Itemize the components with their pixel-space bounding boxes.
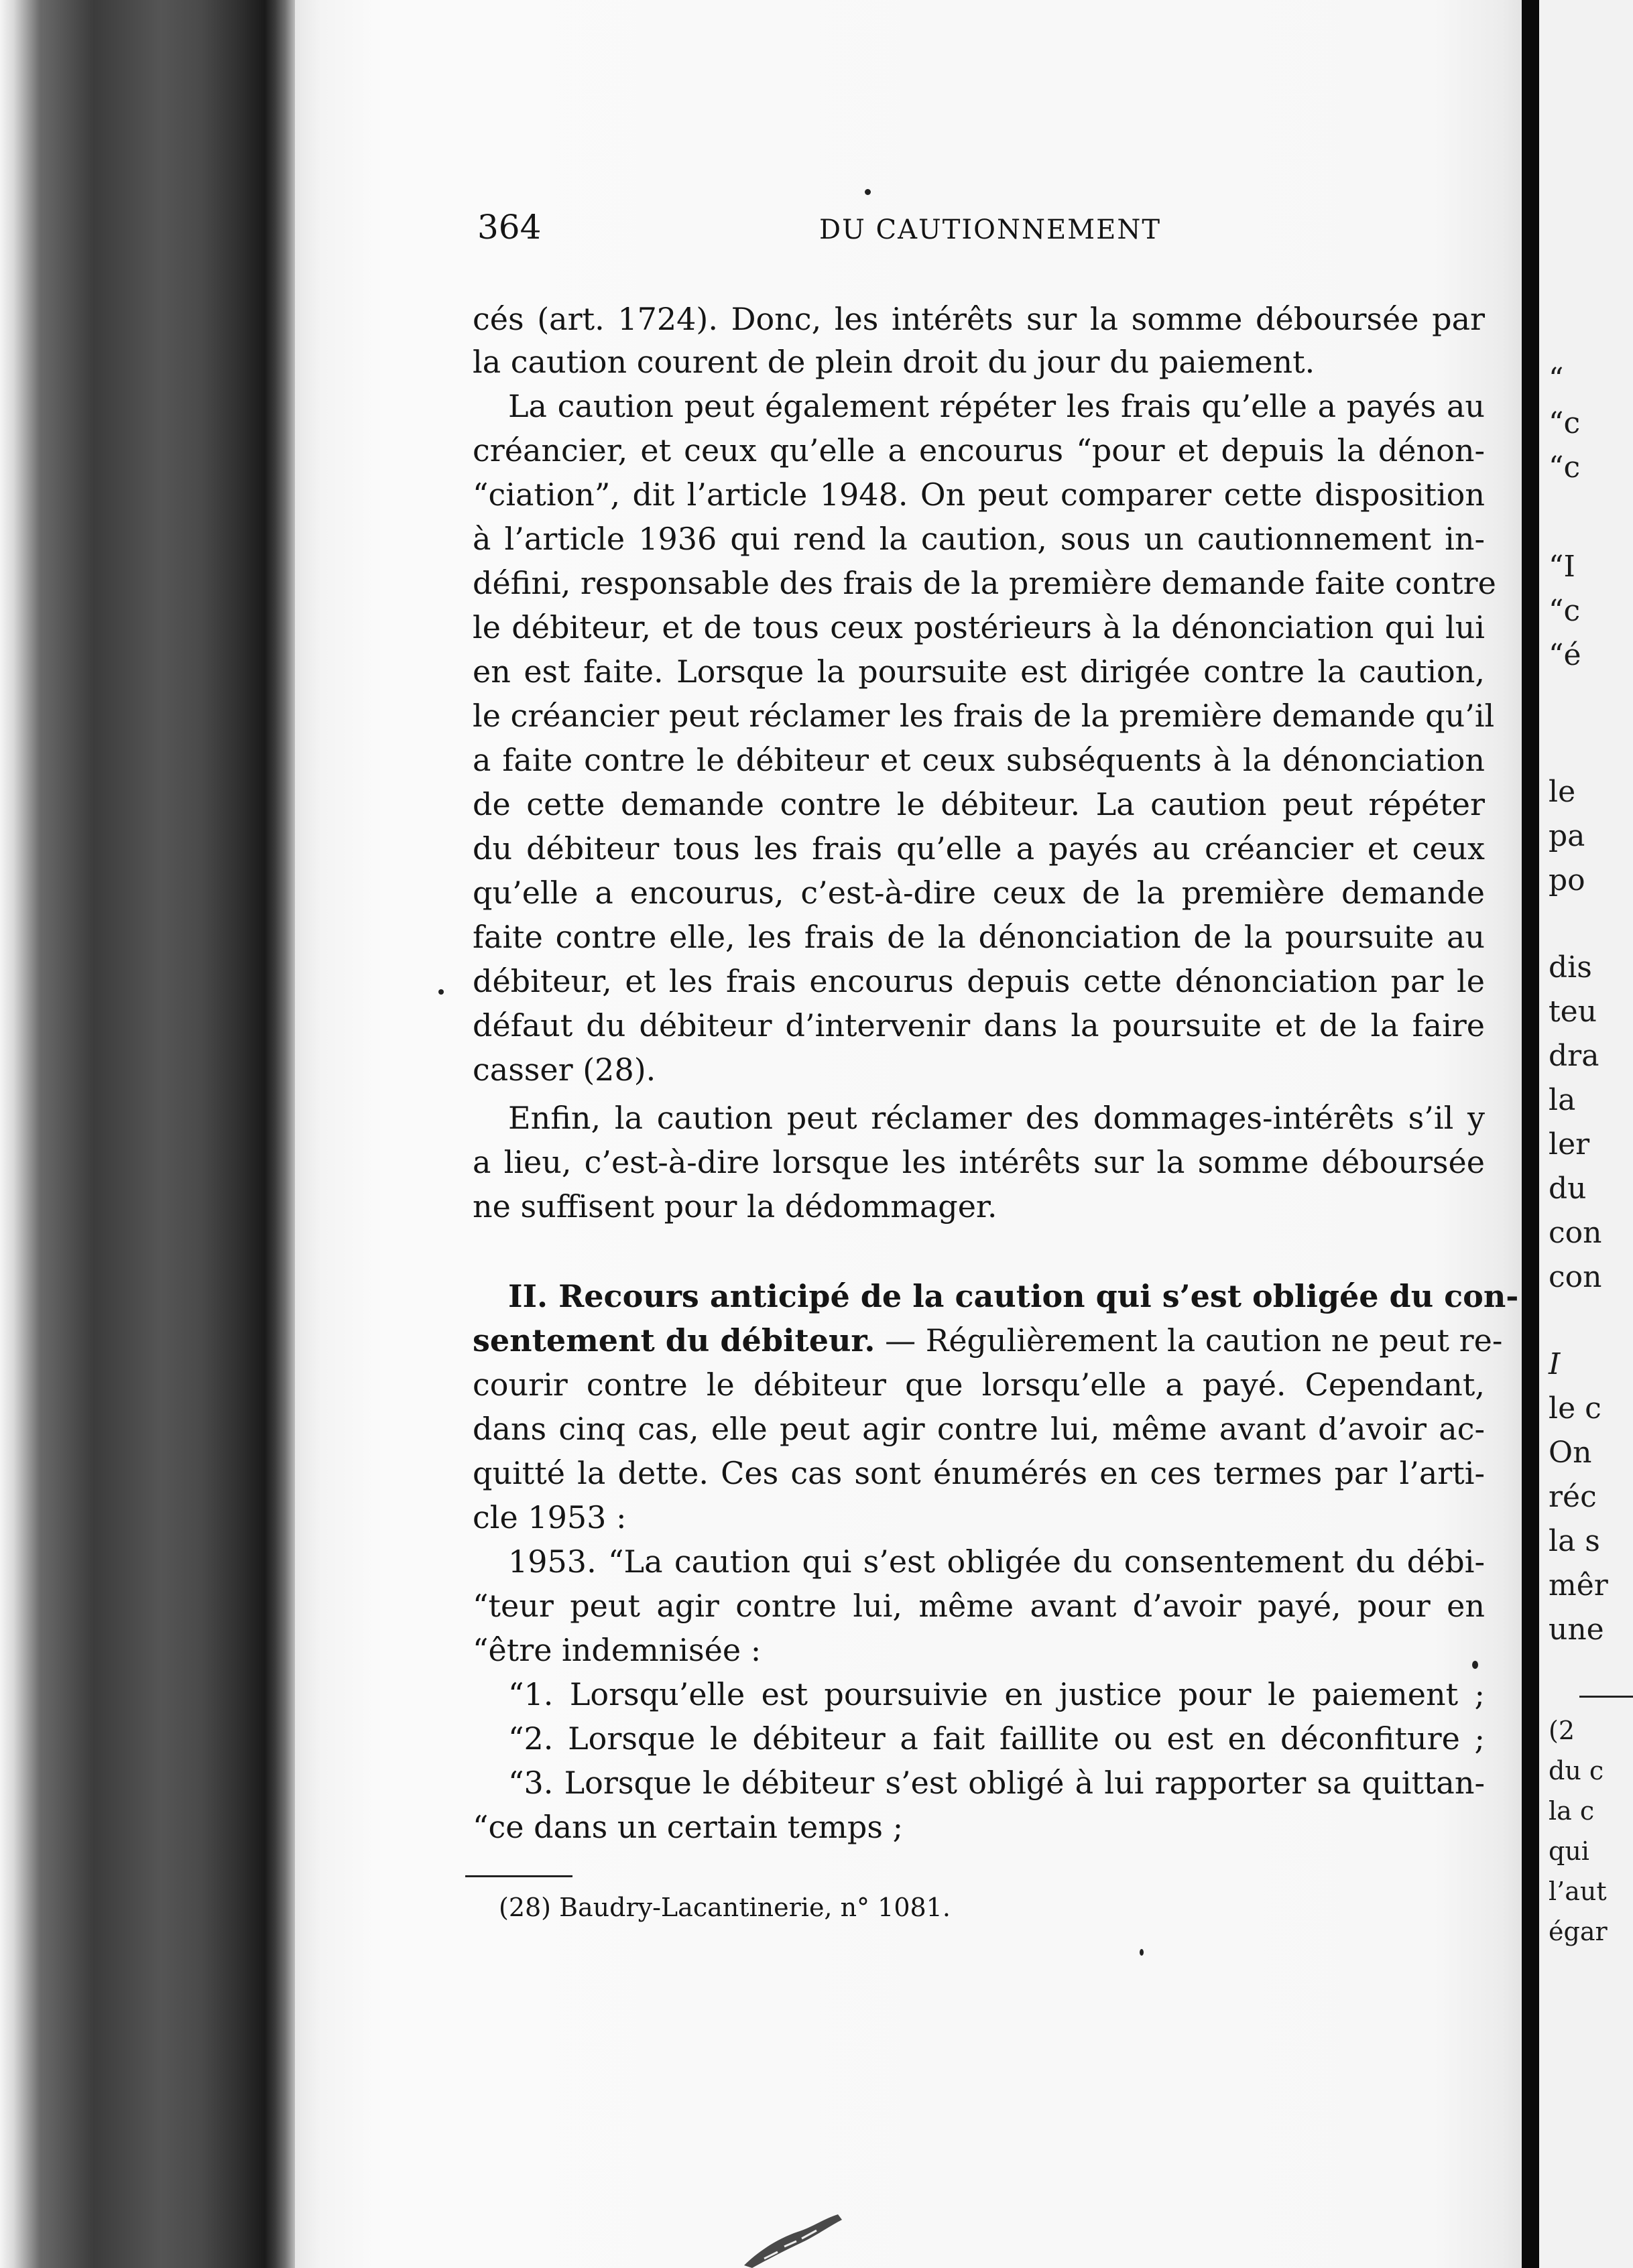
next-page-fragment: la	[1549, 1083, 1576, 1117]
text-line: cle 1953 :	[473, 1499, 627, 1535]
text-line: défaut du débiteur d’intervenir dans la poursuite et de la faire	[473, 1007, 1485, 1044]
next-page-fragment: On	[1549, 1436, 1592, 1470]
next-page-fragment: ler	[1549, 1127, 1590, 1161]
next-page-fragment: dra	[1549, 1039, 1599, 1073]
text-line: Enfin, la caution peut réclamer des dommages-intérêts s’il y	[508, 1100, 1485, 1136]
book-spine	[0, 0, 295, 2268]
next-page-fragment: la c	[1549, 1796, 1595, 1826]
next-page-fragment: “é	[1549, 638, 1581, 672]
next-page-fragment: le c	[1549, 1391, 1601, 1426]
next-page-fragment: l’aut	[1549, 1877, 1607, 1906]
article-line: 1953. “La caution qui s’est obligée du consentement du débi-	[508, 1544, 1485, 1580]
next-page-fragment: “c	[1549, 450, 1581, 485]
text-line: faite contre elle, les frais de la dénonciation de la poursuite au	[473, 919, 1485, 955]
next-page-edge	[1539, 0, 1633, 2268]
section-text: — Régulièrement la caution ne peut re-	[875, 1322, 1503, 1359]
footnote: (28) Baudry-Lacantinerie, n° 1081.	[499, 1893, 951, 1922]
page-speck	[1140, 1949, 1144, 1956]
text-line: de cette demande contre le débiteur. La caution peut répéter	[473, 786, 1485, 822]
page-gutter	[1522, 0, 1539, 2268]
next-page-fragment: du c	[1549, 1756, 1604, 1785]
text-line: du débiteur tous les frais qu’elle a payés au créancier et ceux	[473, 830, 1485, 867]
text-line: défini, responsable des frais de la première demande faite contre	[473, 565, 1496, 601]
text-line: débiteur, et les frais encourus depuis cette dénonciation par le	[473, 963, 1485, 999]
text-line: casser (28).	[473, 1052, 656, 1088]
next-page-fragment: “	[1549, 362, 1564, 396]
text-line: a lieu, c’est-à-dire lorsque les intérêts sur la somme déboursée	[473, 1144, 1485, 1180]
page-number: 364	[477, 208, 542, 247]
ink-smudge	[737, 2212, 845, 2268]
numbered-item: “ce dans un certain temps ;	[473, 1809, 904, 1845]
text-line: qu’elle a encourus, c’est-à-dire ceux de la première demande	[473, 875, 1485, 911]
text-line: cés (art. 1724). Donc, les intérêts sur la somme déboursée par	[473, 301, 1485, 337]
next-page-fragment: (2	[1549, 1716, 1575, 1745]
text-line: courir contre le débiteur que lorsqu’elle a payé. Cependant,	[473, 1367, 1485, 1403]
running-head: DU CAUTIONNEMENT	[819, 214, 1162, 245]
next-page-rule	[1579, 1696, 1633, 1698]
text-line: dans cinq cas, elle peut agir contre lui, même avant d’avoir ac-	[473, 1411, 1485, 1447]
text-line: à l’article 1936 qui rend la caution, sous un cautionnement in-	[473, 521, 1485, 557]
text-line: a faite contre le débiteur et ceux subséquents à la dénonciation	[473, 742, 1485, 778]
header-speck	[865, 189, 871, 195]
text-line: La caution peut également répéter les frais qu’elle a payés au	[508, 388, 1485, 424]
section-heading-end: sentement du débiteur.	[473, 1322, 875, 1359]
next-page-fragment: I	[1549, 1347, 1561, 1381]
text-line: la caution courent de plein droit du jour du paiement.	[473, 344, 1315, 380]
next-page-fragment: une	[1549, 1613, 1604, 1647]
next-page-fragment: qui	[1549, 1836, 1589, 1866]
next-page-fragment: con	[1549, 1260, 1602, 1294]
section-heading: II. Recours anticipé de la caution qui s’est obligée du con-	[508, 1278, 1519, 1314]
text-line: ne suffisent pour la dédommager.	[473, 1188, 997, 1224]
next-page-fragment: égar	[1549, 1917, 1608, 1946]
numbered-item: “2. Lorsque le débiteur a fait faillite ou est en déconfiture ;	[508, 1720, 1485, 1757]
next-page-fragment: “c	[1549, 406, 1581, 440]
next-page-fragment: dis	[1549, 950, 1592, 985]
next-page-fragment: pa	[1549, 819, 1585, 853]
article-line: “teur peut agir contre lui, même avant d’avoir payé, pour en	[473, 1588, 1485, 1624]
next-page-fragment: teu	[1549, 995, 1597, 1029]
next-page-fragment: la s	[1549, 1524, 1600, 1558]
text-line: le créancier peut réclamer les frais de la première demande qu’il	[473, 698, 1495, 734]
numbered-item: “3. Lorsque le débiteur s’est obligé à lui rapporter sa quittan-	[508, 1765, 1485, 1801]
next-page-fragment: mêr	[1549, 1568, 1608, 1602]
article-line: “être indemnisée :	[473, 1632, 762, 1668]
numbered-item: “1. Lorsqu’elle est poursuivie en justice pour le paiement ;	[508, 1676, 1485, 1712]
text-line: en est faite. Lorsque la poursuite est dirigée contre la caution,	[473, 653, 1485, 690]
text-line: créancier, et ceux qu’elle a encourus “pour et depuis la dénon-	[473, 432, 1485, 468]
text-line: le débiteur, et de tous ceux postérieurs à la dénonciation qui lui	[473, 609, 1485, 645]
text-line: “ciation”, dit l’article 1948. On peut comparer cette disposition	[473, 477, 1485, 513]
next-page-fragment: le	[1549, 775, 1576, 809]
next-page-fragment: po	[1549, 863, 1585, 897]
margin-speck	[1472, 1661, 1478, 1669]
text-line: quitté la dette. Ces cas sont énumérés en ces termes par l’arti-	[473, 1455, 1485, 1491]
margin-speck	[438, 989, 444, 995]
next-page-fragment: con	[1549, 1216, 1602, 1250]
section-heading-line-2	[473, 1322, 1503, 1359]
next-page-fragment: du	[1549, 1172, 1587, 1206]
next-page-fragment: “I	[1549, 550, 1575, 584]
next-page-fragment: “c	[1549, 594, 1581, 628]
footnote-rule	[465, 1875, 572, 1877]
next-page-fragment: réc	[1549, 1480, 1597, 1514]
